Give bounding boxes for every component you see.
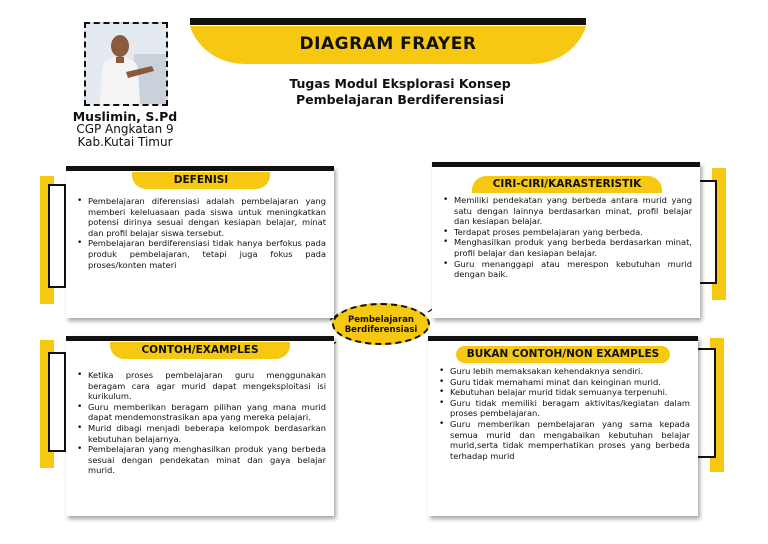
list-item: • Guru tidak memahami minat dan keinginan murid. (438, 377, 690, 388)
card-top-bar (66, 166, 334, 171)
non-examples-card (428, 336, 698, 516)
card-top-bar (428, 336, 698, 341)
list-item: • Menghasilkan produk yang berbeda berdasarkan minat, profil belajar dan kesiapan belajar. (442, 237, 692, 258)
card-top-bar (66, 336, 334, 341)
list-item: • Guru menanggapi atau merespon kebutuhan murid dengan baik. (442, 259, 692, 280)
title-banner (190, 26, 586, 66)
list-item: • Guru memberikan pembelajaran yang sama kepada semua murid dan mengabaikan kebutuhan belajar murid,serta tidak memperhatikan proses yang berbeda terhadap murid (438, 419, 690, 461)
subtitle-line-2: Pembelajaran Berdiferensiasi (295, 92, 505, 107)
list-item: • Terdapat proses pembelajaran yang berbeda. (442, 227, 692, 238)
center-line-1: Pembelajaran (348, 315, 414, 325)
list-item: • Guru tidak memiliki beragam aktivitas/kegiatan dalam proses pembelajaran. (438, 398, 690, 419)
card-top-bar (432, 162, 700, 167)
author-region: Kab.Kutai Timur (77, 135, 173, 149)
person-icon (86, 24, 166, 104)
list-item: • Guru lebih memaksakan kehendaknya sendiri. (438, 366, 690, 377)
subtitle-line-1: Tugas Modul Eksplorasi Konsep (289, 76, 511, 91)
list-item: • Ketika proses pembelajaran guru menggunakan beragam cara agar murid dapat mengeksploitasi isi kurikulum. (76, 370, 326, 402)
non-examples-heading: BUKAN CONTOH/NON EXAMPLES (456, 346, 670, 363)
list-item: • Pembelajaran berdiferensiasi tidak hanya berfokus pada produk pembelajaran, tetapi juga fokus pada proses/konten materi (76, 238, 326, 270)
examples-card (66, 336, 334, 516)
list-item: • Guru memberikan beragam pilihan yang mana murid dapat mendemonstrasikan apa yang mereka pelajari. (76, 402, 326, 423)
list-item: • Memiliki pendekatan yang berbeda antara murid yang satu dengan lainnya berdasarkan minat, profil belajar dan kesiapan belajar. (442, 195, 692, 227)
characteristics-heading: CIRI-CIRI/KARASTERISTIK (472, 176, 662, 193)
author-role: CGP Angkatan 9 (76, 122, 174, 136)
title-top-bar (190, 18, 586, 25)
list-item: • Pembelajaran diferensiasi adalah pembelajaran yang memberi keleluasaan pada siswa untuk meningkatkan potensi dirinya sesuai dengan kesiapan belajar, minat dan profil belajar siswa tersebut. (76, 196, 326, 238)
frame-decoration (696, 348, 716, 458)
examples-heading: CONTOH/EXAMPLES (110, 342, 290, 359)
page-title: DIAGRAM FRAYER (299, 34, 477, 54)
author-photo (84, 22, 168, 106)
author-name: Muslimin, S.Pd (72, 109, 178, 124)
subtitle (230, 76, 570, 108)
frame-decoration (48, 352, 66, 452)
non-examples-list (438, 366, 690, 461)
list-item: • Pembelajaran yang menghasilkan produk yang berbeda sesuai dengan pendekatan minat dan gaya belajar murid. (76, 444, 326, 476)
characteristics-list (442, 195, 692, 280)
list-item: • Kebutuhan belajar murid tidak semuanya terpenuhi. (438, 387, 690, 398)
definition-heading: DEFENISI (132, 172, 270, 189)
definition-list (76, 196, 326, 270)
frame-decoration (697, 180, 717, 284)
examples-list (76, 370, 326, 476)
definition-card (66, 166, 334, 318)
list-item: • Murid dibagi menjadi beberapa kelompok berdasarkan kebutuhan belajarnya. (76, 423, 326, 444)
frame-decoration (48, 184, 66, 288)
characteristics-card (432, 162, 700, 318)
author-info (55, 110, 195, 149)
center-line-2: Berdiferensiasi (344, 325, 418, 335)
center-concept (332, 303, 430, 345)
